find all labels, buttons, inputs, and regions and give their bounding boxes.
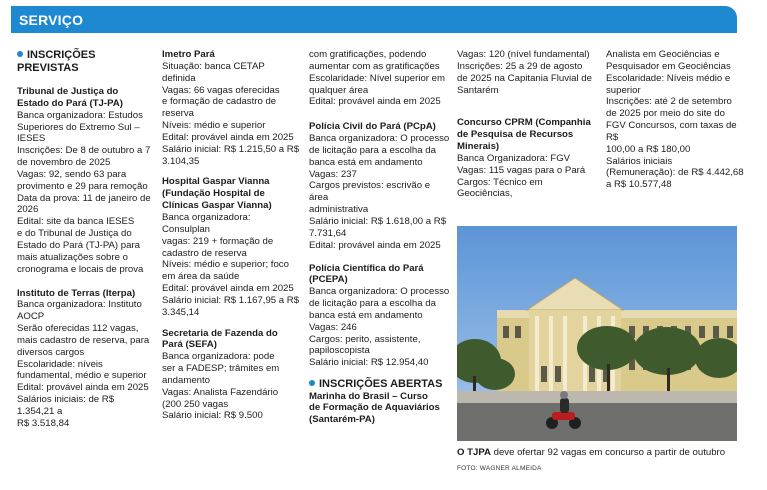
listing-line: diversos cargos [17, 346, 85, 358]
listing-line: Salário inicial: R$ 12.954,40 [309, 357, 429, 369]
listing-line: qualquer área [309, 84, 369, 96]
listing-line: Vagas: 66 vagas oferecidas [162, 84, 280, 96]
listing-line: Edital: provável ainda em 2025 [17, 382, 149, 394]
banner-title: SERVIÇO [19, 12, 84, 28]
listing-marinha-continued [457, 49, 597, 96]
listing-line: Vagas: 92, sendo 63 para [17, 168, 127, 180]
listing-line: Salários iniciais [606, 155, 673, 167]
listing-line: de novembro de 2025 [17, 157, 111, 169]
caption-text: deve ofertar 92 vagas em concurso a partir de outubro [490, 447, 726, 458]
listing-line: Edital: site da banca IESES [17, 216, 135, 228]
listing-line: Pesquisador em Geociências [606, 60, 731, 72]
listing-title: Secretaria de Fazenda do [162, 327, 278, 339]
listing-line: cadastro de reserva [162, 247, 247, 259]
listing-line: Banca Organizadora: FGV [457, 152, 571, 164]
listing-line: Salário inicial: R$ 1.167,95 a R$ [162, 294, 300, 306]
listing-line: Vagas: 115 vagas para o Pará [457, 164, 586, 176]
listing-line: banca está em andamento [309, 156, 423, 168]
listing-line: Salários iniciais: de R$ 1.354,21 a [17, 394, 115, 417]
listing-marinha [309, 391, 451, 427]
listing-line: Níveis: médio e superior [162, 120, 266, 132]
listing-line: Banca organizadora: O processo [309, 286, 450, 298]
listing-line: vagas: 219 + formação de [162, 235, 274, 247]
listing-title: Polícia Civil do Pará (PCpA) [309, 121, 436, 133]
listing-line: banca está em andamento [309, 309, 423, 321]
listing-line: Cargos: Técnico em Geociências, [457, 176, 543, 200]
listing-gaspar-vianna [162, 176, 300, 318]
listing-line: de 2025 na Capitania Fluvial de [457, 72, 592, 84]
listing-line: mais cadastro de reserva, para [17, 334, 150, 346]
listing-line: Escolaridade: Níveis médio e [606, 72, 731, 84]
listing-line: Edital: provável ainda em 2025 [309, 239, 441, 251]
listing-line: ser a FADESP; trâmites em [162, 363, 280, 375]
section-heading-previstas: INSCRIÇÕES [17, 49, 152, 62]
listing-title: Hospital Gaspar Vianna [162, 176, 270, 188]
listing-title: Polícia Científica do Pará [309, 262, 424, 274]
listing-line: (Remuneração): de R$ 4.442,68 [606, 167, 744, 179]
column-3 [309, 49, 451, 426]
listing-line: Analista em Geociências e [606, 49, 720, 60]
listing-line: R$ 3.518,84 [17, 417, 70, 429]
listing-title: de Formação de Aquaviários [309, 402, 440, 414]
listing-line: Vagas: Analista Fazendário [162, 386, 279, 398]
listing-line: Inscrições: até 2 de setembro [606, 96, 732, 108]
listing-line: de licitação para a escolha da [309, 144, 436, 156]
listing-line: e formação de cadastro de [162, 96, 277, 108]
section-heading-previstas-line2: PREVISTAS [17, 61, 79, 74]
listing-line: Banca organizadora: [162, 211, 251, 223]
listing-line: de licitação para a escolha da [309, 298, 436, 310]
listing-line: Salário inicial: R$ 1.618,00 a R$ [309, 215, 447, 227]
listing-line: mais atualizações sobre o [17, 251, 128, 263]
listing-sefa-continued [309, 49, 451, 108]
listing-policia-civil [309, 121, 451, 251]
listing-line: 3.104,35 [162, 155, 200, 167]
column-1 [17, 49, 152, 430]
caption-bold: O TJPA [457, 447, 491, 458]
listing-title: Minerais) [457, 141, 500, 153]
listing-line: fundamental, médio e superior [17, 370, 147, 382]
listing-sefa [162, 328, 300, 423]
listing-line: IESES [17, 133, 46, 145]
listing-line: em área da saúde [162, 271, 240, 283]
listing-line: Banca organizadora: Estudos [17, 109, 143, 121]
tjpa-building-photo [457, 226, 737, 441]
listing-line: Serão oferecidas 112 vagas, [17, 323, 139, 335]
listing-line: 7.731,64 [309, 227, 347, 239]
listing-title: Tribunal de Justiça do [17, 86, 119, 97]
listing-line: provimento e 29 para remoção [17, 180, 148, 192]
listing-title: Concurso CPRM (Companhia [457, 117, 591, 129]
listing-line: FGV Concursos, com taxas de R$ [606, 120, 737, 143]
listing-line: Inscrições: De 8 de outubro a 7 [17, 145, 151, 157]
column-5 [606, 49, 746, 191]
listing-title: Pará (SEFA) [162, 339, 217, 351]
listing-title: de Pesquisa de Recursos [457, 129, 574, 141]
listing-line: 2026 [17, 204, 39, 216]
listing-line: com gratificações, podendo [309, 49, 427, 60]
listing-line: AOCP [17, 311, 45, 323]
listing-line: Escolaridade: Nível superior em [309, 72, 445, 84]
listing-title: Marinha do Brasil – Curso [309, 390, 428, 402]
section-banner [11, 6, 737, 33]
listing-line: 3.345,14 [162, 306, 200, 318]
listing-line: aumentar com as gratificações [309, 60, 440, 72]
listing-line: Edital: provável ainda em 2025 [162, 283, 294, 295]
listing-line: Salário inicial: R$ 9.500 [162, 410, 263, 422]
photo-credit: FOTO: WAGNER ALMEIDA [457, 465, 542, 472]
listing-line: Santarém [457, 84, 499, 96]
bullet-dot-icon [309, 380, 315, 386]
listing-line: Cargos: perito, assistente, [309, 333, 421, 345]
listing-line: Vagas: 237 [309, 168, 357, 180]
listing-title: (PCEPA) [309, 274, 348, 286]
bullet-dot-icon [17, 51, 23, 57]
listing-policia-cientifica [309, 263, 451, 370]
listing-iterpa [17, 288, 152, 430]
listing-title: Imetro Pará [162, 49, 215, 60]
listing-line: reserva [162, 108, 194, 120]
listing-title: (Santarém-PA) [309, 414, 375, 426]
column-4 [457, 49, 597, 200]
listing-cprm-continued [606, 49, 746, 191]
listing-line: Níveis: médio e superior; foco [162, 259, 289, 271]
photo-caption [457, 447, 747, 459]
road [457, 403, 737, 441]
listing-line: Banca organizadora: O processo [309, 133, 450, 145]
column-2 [162, 49, 300, 422]
listing-title: (Fundação Hospital de [162, 188, 265, 200]
listing-line: Banca organizadora: pode [162, 351, 275, 363]
listing-line: cronograma e locais de prova [17, 263, 144, 275]
listing-line: Estado do Pará (TJ-PA) para [17, 239, 140, 251]
listing-line: (200 250 vagas [162, 398, 229, 410]
listing-line: andamento [162, 374, 211, 386]
listing-line: Edital: provável ainda em 2025 [309, 96, 441, 108]
listing-line: Vagas: 120 (nível fundamental) [457, 49, 590, 60]
listing-cprm [457, 117, 597, 200]
listing-line: Situação: banca CETAP definida [162, 60, 265, 84]
listing-imetro [162, 49, 300, 167]
listing-line: Cargos previstos: escrivão e área [309, 180, 431, 204]
listing-line: papiloscopista [309, 345, 370, 357]
listing-line: Banca organizadora: Instituto [17, 299, 142, 311]
listing-title: Estado do Pará (TJ-PA) [17, 97, 123, 109]
listing-line: Superiores do Extremo Sul – [17, 121, 140, 133]
listing-line: Vagas: 246 [309, 321, 357, 333]
listing-line: a R$ 10.577,48 [606, 179, 672, 191]
listing-tjpa [17, 86, 152, 276]
section-heading-abertas: INSCRIÇÕES ABERTAS [309, 378, 451, 391]
listing-line: de 2025 por meio do site do [606, 108, 725, 120]
listing-title: Clínicas Gaspar Vianna) [162, 200, 272, 212]
listing-line: e do Tribunal de Justiça do [17, 228, 132, 240]
listing-line: superior [606, 84, 641, 96]
listing-line: 100,00 a R$ 180,00 [606, 143, 691, 155]
listing-line: Salário inicial: R$ 1.215,50 a R$ [162, 143, 300, 155]
listing-line: Edital: provável ainda em 2025 [162, 131, 294, 143]
listing-title: Instituto de Terras (Iterpa) [17, 287, 136, 299]
listing-line: Consulplan [162, 223, 211, 235]
listing-line: Inscrições: 25 a 29 de agosto [457, 60, 583, 72]
listing-line: Data da prova: 11 de janeiro de [17, 192, 151, 204]
listing-line: Escolaridade: níveis [17, 358, 103, 370]
listing-line: administrativa [309, 204, 369, 216]
